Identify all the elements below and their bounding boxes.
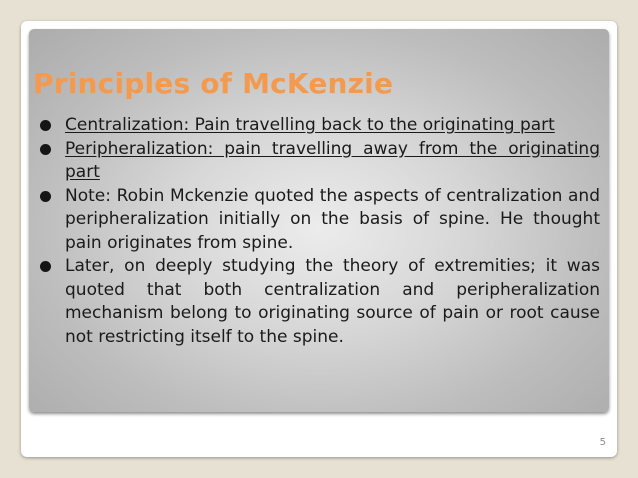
- bullet-text: Note: Robin Mckenzie quoted the aspects of centralization and peripheralization initially on the basis of spine. He thought pain originates from spine.: [65, 185, 600, 253]
- bullet-text: Later, on deeply studying the theory of extremities; it was quoted that both centralization and peripheralization mechanism belong to originating source of pain or root cause not restricting itself to the spine.: [65, 256, 600, 347]
- bullet-dot-icon: [40, 120, 51, 131]
- bullet-dot-icon: [40, 261, 51, 272]
- bullet-item-peripheralization: [40, 138, 600, 185]
- bullet-text: Centralization: Pain travelling back to the originating part: [65, 115, 555, 135]
- bullet-item-later: [40, 255, 600, 349]
- bullet-item-centralization: [40, 114, 600, 138]
- bullet-dot-icon: [40, 191, 51, 202]
- bullet-list: [40, 114, 600, 349]
- bullet-dot-icon: [40, 144, 51, 155]
- page-number: 5: [599, 437, 606, 448]
- slide-title: Principles of McKenzie: [33, 67, 394, 100]
- bullet-item-note: [40, 185, 600, 256]
- bullet-text: Peripheralization: pain travelling away from the originating part: [65, 138, 600, 182]
